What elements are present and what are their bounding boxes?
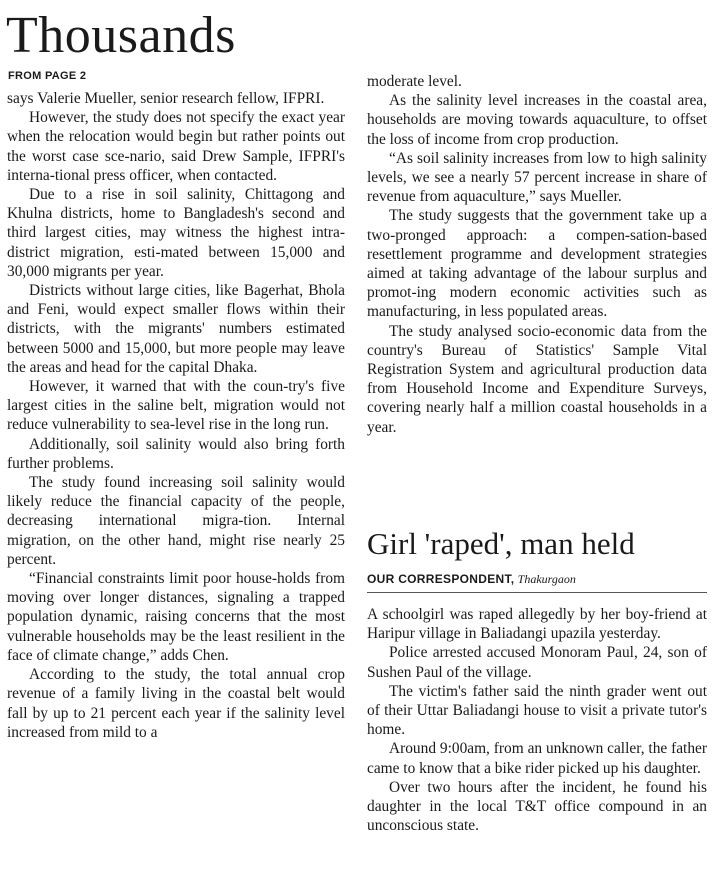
main-paragraph-3: Due to a rise in soil salinity, Chittagong and Khulna districts, home to Bangladesh's second and third largest cities, may witness the highest intra-district migration, esti-mated between 15,000 and 30,000 migrants per year. [7,186,345,280]
second-paragraph-5: Over two hours after the incident, he found his daughter in the local T&T office compound in an unconscious state. [367,778,707,835]
main-paragraph-7: The study found increasing soil salinity would likely reduce the financial capacity of the people, decreasing international migra-tion. Internal migration, on the other hand, might rise nearly 25 percent. [7,474,345,568]
main-headline: Thousands [6,7,236,64]
main-paragraph-6: Additionally, soil salinity would also bring forth further problems. [7,435,345,472]
second-paragraph-2: Police arrested accused Monoram Paul, 24, son of Sushen Paul of the village. [367,644,707,681]
main-paragraph-13: The study suggests that the government take up a two-pronged approach: a compen-sation-based resettlement programme and development strategies aimed at taking advantage of the labour surplus and promot-ing modern economic activities such as manufacturing, in less populated areas. [367,207,707,321]
main-paragraph-4: Districts without large cities, like Bagerhat, Bhola and Feni, would expect smaller flows within their districts, with the migrants' numbers estimated between 5000 and 15,000, but more people may leave the areas and head for the capital Dhaka. [7,282,345,376]
main-paragraph-5: However, it warned that with the coun-try's five largest cities in the saline belt, migration would not reduce vulnerability to sea-level rise in the long run. [7,378,345,434]
second-paragraph-4: Around 9:00am, from an unknown caller, the father came to know that a bike rider picked up his daughter. [367,740,707,777]
main-paragraph-11: As the salinity level increases in the coastal area, households are moving towards aquaculture, to offset the loss of income from crop production. [367,92,707,148]
main-paragraph-12: “As soil salinity increases from low to high salinity levels, we see a nearly 57 percent increase in share of revenue from aquaculture,” says Mueller. [367,149,707,206]
byline-name: OUR CORRESPONDENT, [367,572,515,586]
byline-divider [367,592,707,593]
byline [367,571,576,587]
continuation-kicker: FROM PAGE 2 [8,70,87,82]
second-story-body [367,605,707,835]
main-story-right-column [367,72,707,437]
main-story-left-column [7,89,345,742]
main-paragraph-10: moderate level. [367,73,462,90]
main-paragraph-8: “Financial constraints limit poor house-holds from moving over longer distances, signaling a trapped population dynamic, raising concerns that the most vulnerable households may be the least resilient in the face of climate change,” adds Chen. [7,570,345,664]
byline-place: Thakurgaon [517,572,576,586]
main-paragraph-2: However, the study does not specify the exact year when the relocation would begin but rather points out the worst case sce-nario, said Drew Sample, IFPRI's interna-tional press officer, when contacted. [7,109,345,184]
main-paragraph-9: According to the study, the total annual crop revenue of a family living in the coastal belt would fall by up to 21 percent each year if the salinity level increased from mild to a [7,666,345,741]
second-paragraph-3: The victim's father said the ninth grader went out of their Uttar Baliadangi house to visit a private tutor's home. [367,682,707,739]
second-story-headline: Girl 'raped', man held [367,526,635,561]
second-paragraph-1: A schoolgirl was raped allegedly by her boy-friend at Haripur village in Baliadangi upazila yesterday. [367,606,707,643]
main-paragraph-1: says Valerie Mueller, senior research fellow, IFPRI. [7,90,325,107]
main-paragraph-14: The study analysed socio-economic data from the country's Bureau of Statistics' Sample Vital Registration System and agricultural production data from Household Income and Expenditure Surveys, covering nearly half a million coastal households in a year. [367,322,707,436]
